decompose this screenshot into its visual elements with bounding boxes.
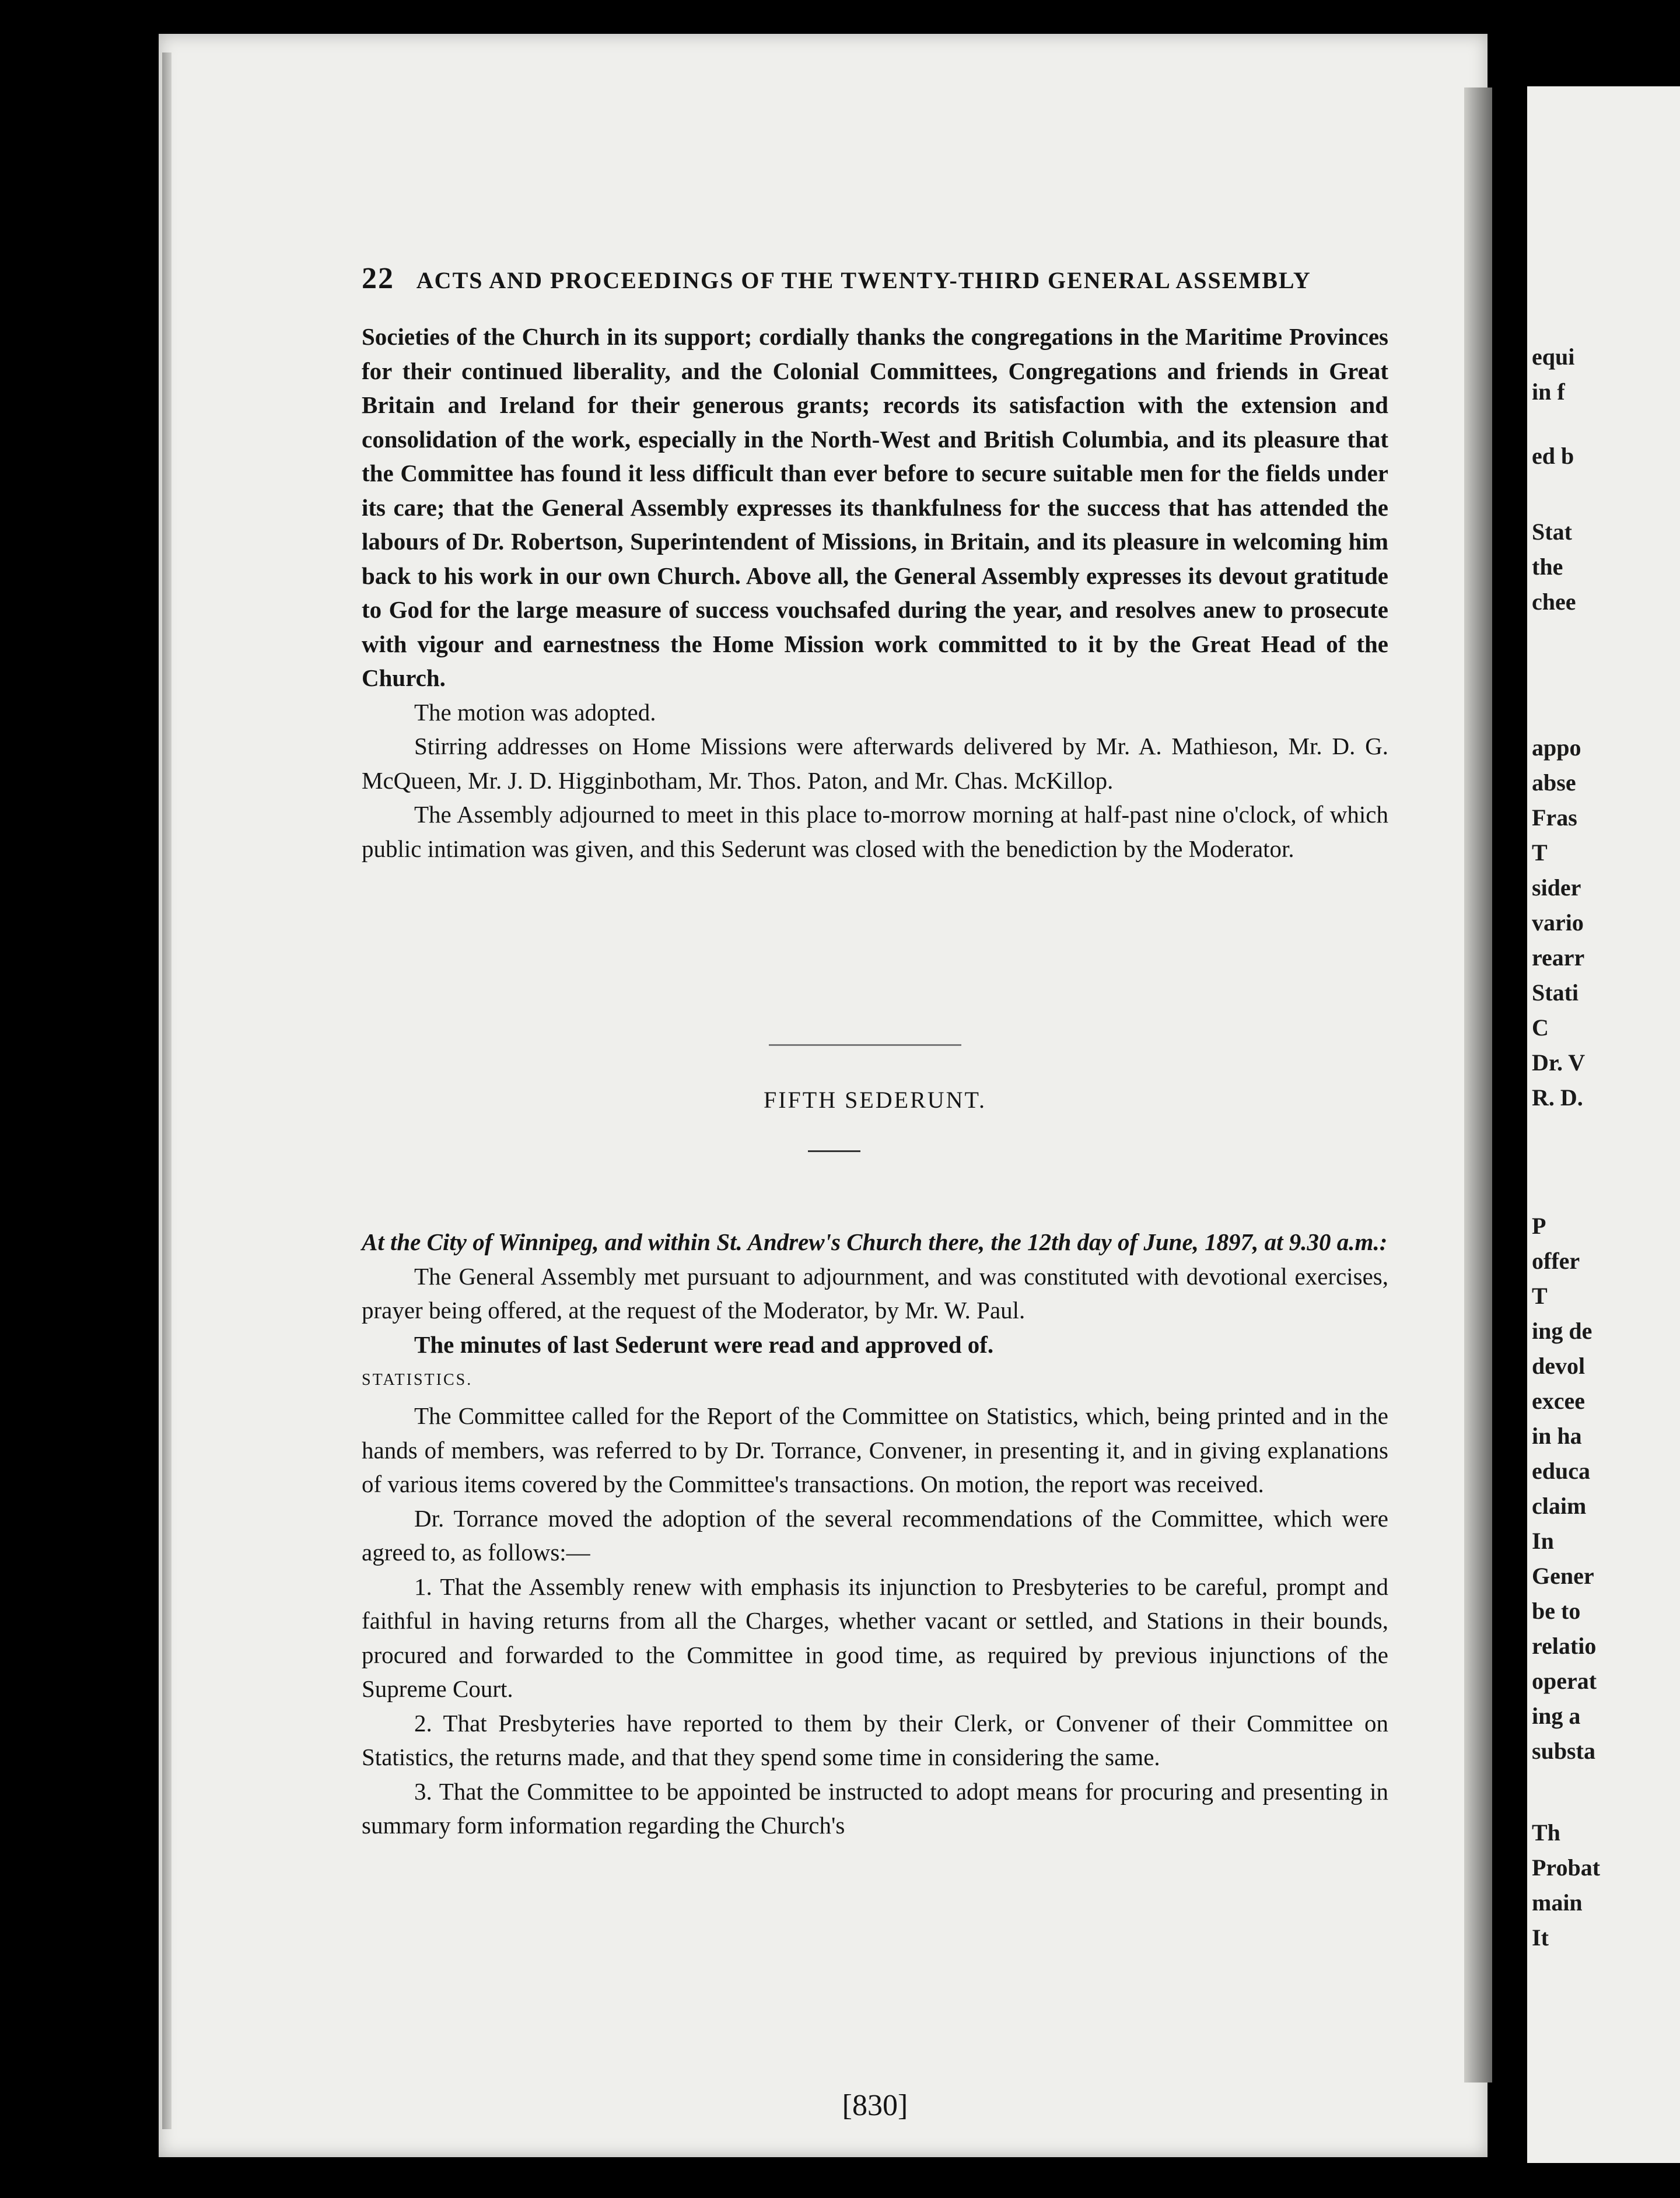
facing-page-fragment: devol <box>1532 1353 1586 1379</box>
section-divider <box>769 1044 961 1046</box>
facing-page-fragment: educa <box>1532 1458 1590 1484</box>
paragraph-resolution: Societies of the Church in its support; cordially thanks the congregations in the Maritime Provinces for their continued liberality, and the Colonial Committees, Congregations and friends in Great Britain and Ireland for their generous grants; records its satisfaction with the extension and consolidation of the work, especially in the North-West and British Columbia, and its pleasure that the Committee has found it less difficult than ever before to secure suitable men for the fields under its care; that the General Assembly expresses its thankfulness for the success that has attended the labours of Dr. Robertson, Superintendent of Missions, in Britain, and its pleasure in welcoming him back to his work in our own Church. Above all, the General Assembly expresses its devout gratitude to God for the large measure of success vouchsafed during the year, and resolves anew to prosecute with vigour and earnestness the Home Mission work committed to it by the Great Head of the Church. <box>362 323 1388 691</box>
facing-page-fragment: ing de <box>1532 1318 1592 1344</box>
paragraph-motion-adopted: The motion was adopted. <box>414 698 656 726</box>
title-underline <box>808 1150 860 1152</box>
facing-page-fragment: P <box>1532 1213 1546 1239</box>
facing-page-fragment: excee <box>1532 1388 1586 1414</box>
paragraph-adjournment: The Assembly adjourned to meet in this place to-morrow morning at half-past nine o'clock, of which public intimation was given, and this Sederunt was closed with the benediction by the Moderator. <box>362 801 1388 862</box>
running-head <box>362 261 1365 296</box>
footer-page-number: [830] <box>842 2089 908 2122</box>
facing-page-fragment: chee <box>1532 589 1576 615</box>
text-block-continued <box>362 320 1388 866</box>
facing-page-fragment: claim <box>1532 1493 1587 1519</box>
facing-page-fragment: rearr <box>1532 944 1585 971</box>
page-spine-edge <box>162 52 172 2129</box>
paragraph-addresses: Stirring addresses on Home Missions were afterwards delivered by Mr. A. Mathieson, Mr. D. G. McQueen, Mr. J. D. Higginbotham, Mr. Thos. Paton, and Mr. Chas. McKillop. <box>362 733 1388 794</box>
recommendation-item-3: 3. That the Committee to be appointed be instructed to adopt means for procuring and presenting in summary form information regarding the Church's <box>362 1777 1388 1839</box>
paragraph-assembly-met: The General Assembly met pursuant to adjournment, and was constituted with devotional exercises, prayer being offered, at the request of the Moderator, by Mr. W. Paul. <box>362 1262 1388 1324</box>
recommendation-item-2: 2. That Presbyteries have reported to them by their Clerk, or Convener of their Committee on Statistics, the returns made, and that they spend some time in considering the same. <box>362 1709 1388 1770</box>
facing-page-fragment: R. D. <box>1532 1084 1583 1111</box>
paragraph-committee-report: The Committee called for the Report of the Committee on Statistics, which, being printed and in the hands of members, was referred to by Dr. Torrance, Convener, in presenting it, and in giving explanations of various items covered by the Committee's transactions. On motion, the report was received. <box>362 1402 1388 1497</box>
facing-page-fragment: in f <box>1532 379 1565 405</box>
facing-page-fragment: sider <box>1532 874 1581 901</box>
facing-page-fragment: ing a <box>1532 1703 1581 1729</box>
facing-page-fragment: It <box>1532 1924 1549 1951</box>
running-head-title: ACTS AND PROCEEDINGS OF THE TWENTY-THIRD GENERAL ASSEMBLY <box>416 267 1311 293</box>
facing-page-fragment: Stat <box>1532 519 1572 545</box>
facing-page-fragment: Stati <box>1532 979 1578 1006</box>
statistics-heading: STATISTICS. <box>362 1371 473 1389</box>
facing-page-fragment: ed b <box>1532 443 1574 469</box>
facing-page-fragment: main <box>1532 1889 1583 1916</box>
place-date-line: At the City of Winnipeg, and within St. Andrew's Church there, the 12th day of June, 1897, at 9.30 a.m.: <box>362 1228 1388 1255</box>
page-gutter-shadow <box>1464 88 1492 2082</box>
paragraph-minutes: The minutes of last Sederunt were read and approved of. <box>414 1331 994 1358</box>
recommendation-item-1: 1. That the Assembly renew with emphasis its injunction to Presbyteries to be careful, prompt and faithful in having returns from all the Charges, whether vacant or settled, and Stations in their bounds, procured and forwarded to the Committee in good time, as required by previous injunctions of the Supreme Court. <box>362 1573 1388 1702</box>
facing-page-fragment: appo <box>1532 734 1581 761</box>
paragraph-adoption: Dr. Torrance moved the adoption of the several recommendations of the Committee, which were agreed to, as follows:— <box>362 1504 1388 1566</box>
page-number: 22 <box>362 262 394 295</box>
facing-page-fragment: be to <box>1532 1598 1581 1624</box>
facing-page-fragment: Dr. V <box>1532 1049 1586 1076</box>
facing-page-fragment: Th <box>1532 1819 1560 1846</box>
facing-page-fragment: T <box>1532 839 1548 866</box>
facing-page-fragment: Gener <box>1532 1563 1594 1589</box>
facing-page-fragment: T <box>1532 1283 1548 1309</box>
facing-page-fragment: operat <box>1532 1668 1597 1694</box>
text-block-fifth-sederunt <box>362 1225 1388 1843</box>
facing-page-fragment: in ha <box>1532 1423 1582 1449</box>
facing-page-fragment: In <box>1532 1528 1554 1554</box>
facing-page-fragment: equi <box>1532 344 1575 370</box>
facing-page-fragment: Probat <box>1532 1854 1601 1881</box>
facing-page <box>1527 86 1680 2163</box>
facing-page-fragment: offer <box>1532 1248 1580 1274</box>
facing-page-fragment: vario <box>1532 909 1584 936</box>
facing-page-fragment: the <box>1532 554 1563 580</box>
facing-page-fragment: abse <box>1532 769 1576 796</box>
facing-page-fragment: substa <box>1532 1738 1595 1764</box>
facing-page-fragment: Fras <box>1532 804 1577 831</box>
facing-page-fragment: relatio <box>1532 1633 1597 1659</box>
section-title: FIFTH SEDERUNT. <box>763 1087 987 1113</box>
facing-page-fragment: C <box>1532 1014 1549 1041</box>
